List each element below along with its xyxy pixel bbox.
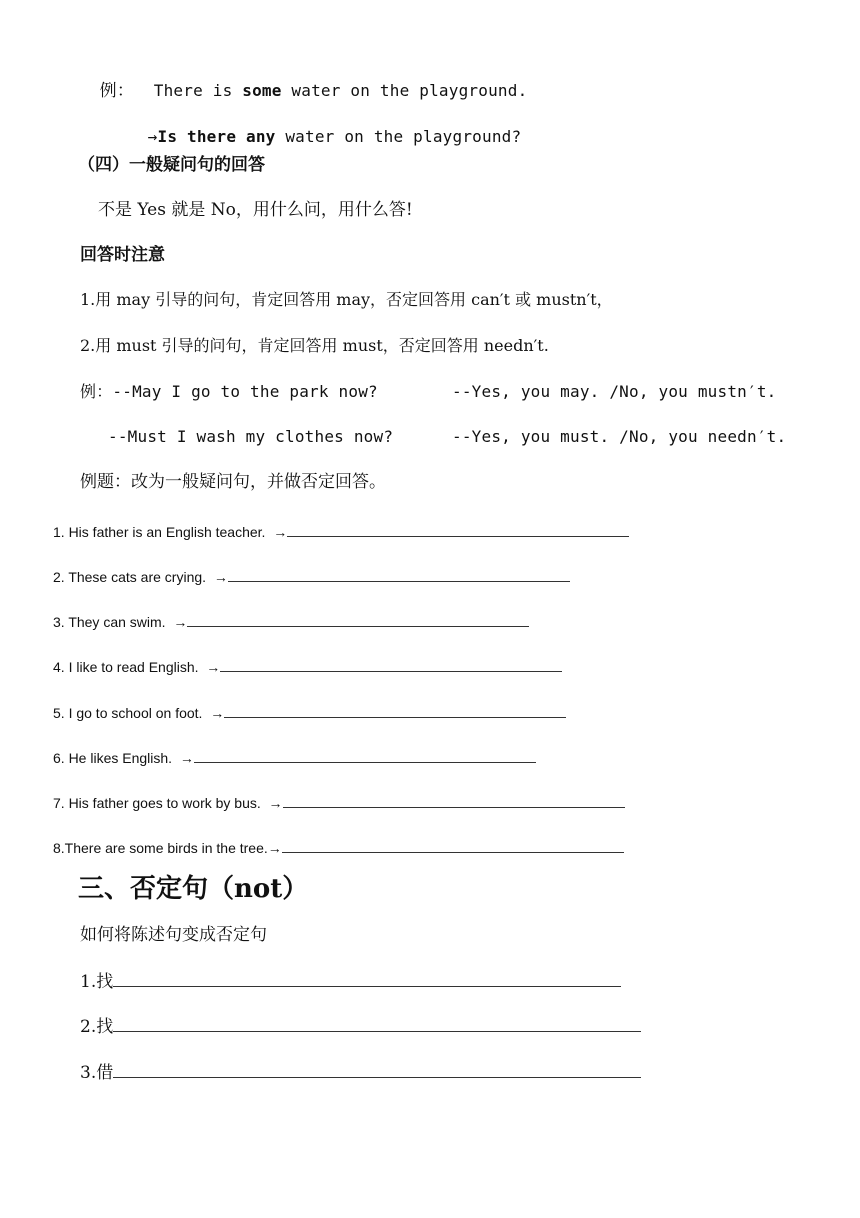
example-dialogue-1-answer: --Yes, you may. /No, you mustn′t.: [452, 382, 777, 401]
section-3-intro: 如何将陈述句变成否定句: [80, 925, 267, 945]
example-question: →Is there any water on the playground?: [147, 127, 522, 146]
example-dialogue-2-question: --Must I wash my clothes now?: [108, 427, 394, 446]
step-item: 1.找: [80, 972, 621, 991]
answer-blank[interactable]: [287, 522, 629, 537]
exercise-item: 2. These cats are crying. →: [53, 567, 570, 584]
keyword-any: any: [246, 127, 276, 146]
arrow-icon: →: [147, 127, 158, 146]
step-item: 2.找: [80, 1017, 641, 1036]
answer-rule-2: 2.用 must 引导的问句，肯定回答用 must，否定回答用 needn′t.: [80, 336, 549, 355]
step-blank[interactable]: [113, 972, 621, 987]
section-3-heading: 三、否定句（not）: [78, 874, 309, 904]
exercise-item: 4. I like to read English. →: [53, 657, 562, 674]
example-label: 例：: [99, 81, 135, 101]
example-dialogue-2-answer: --Yes, you must. /No, you needn′t.: [452, 427, 787, 446]
answer-blank[interactable]: [220, 657, 562, 672]
exercise-intro: 例题：改为一般疑问句，并做否定回答。: [80, 472, 386, 492]
step-blank[interactable]: [113, 1017, 641, 1032]
section-4-rule: 不是 Yes 就是 No，用什么问，用什么答!: [98, 200, 413, 220]
exercise-item: 1. His father is an English teacher. →: [53, 522, 629, 539]
answer-blank[interactable]: [187, 612, 529, 627]
exercise-item: 7. His father goes to work by bus. →: [53, 793, 625, 810]
answer-blank[interactable]: [228, 567, 570, 582]
example-dialogue-1-question: 例：--May I go to the park now?: [80, 382, 378, 401]
step-blank[interactable]: [113, 1063, 641, 1078]
answer-blank[interactable]: [282, 838, 624, 853]
answer-blank[interactable]: [224, 703, 566, 718]
section-4-heading: （四）一般疑问句的回答: [78, 155, 265, 175]
step-item: 3.借: [80, 1063, 641, 1082]
example-sentence: 例： There is some water on the playground.: [99, 81, 528, 101]
answer-blank[interactable]: [194, 748, 536, 763]
answer-blank[interactable]: [283, 793, 625, 808]
exercise-item: 3. They can swim. →: [53, 612, 529, 629]
exercise-item: 8.There are some birds in the tree.→: [53, 838, 624, 855]
exercise-item: 5. I go to school on foot. →: [53, 703, 566, 720]
answer-rule-1: 1.用 may 引导的问句，肯定回答用 may，否定回答用 can′t 或 mustn′t，: [80, 290, 613, 309]
answer-notes-heading: 回答时注意: [80, 245, 165, 265]
exercise-item: 6. He likes English. →: [53, 748, 536, 765]
keyword-some: some: [242, 81, 282, 100]
